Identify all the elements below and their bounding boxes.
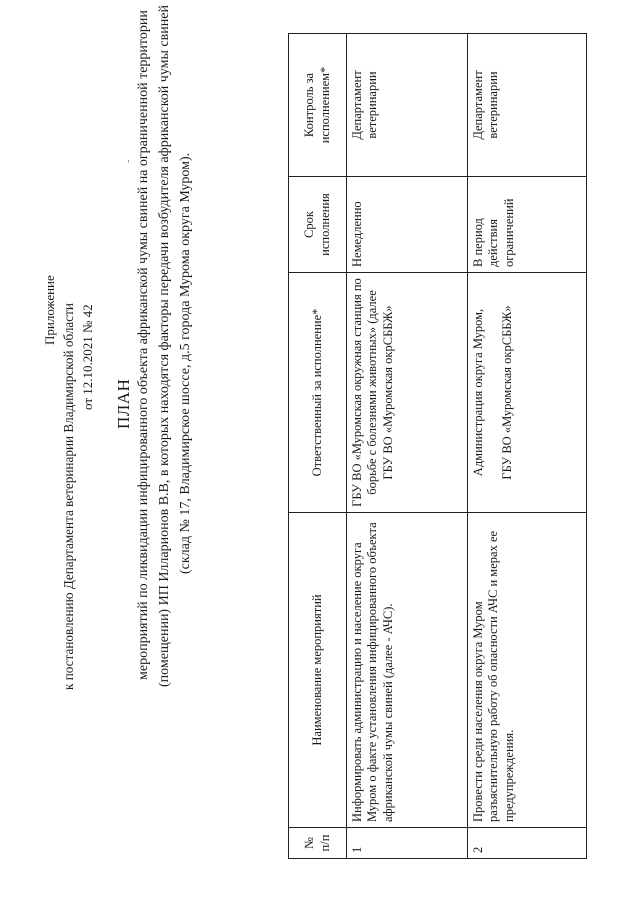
plan-description-line-3: (склад № 17, Владимирское шоссе, д.5 города Мурома округа Муром).: [178, 152, 193, 574]
plan-description-line-1: мероприятий по ликвидации инфицированного объекта африканской чумы свиней на ограниченной территории: [136, 10, 151, 680]
row-term: В период действия ограничений: [468, 177, 587, 273]
table-header-row: [289, 34, 347, 859]
row-term: Немедленно: [347, 177, 468, 273]
header-num: № п/п: [289, 828, 347, 859]
appendix-label: Приложение: [42, 275, 57, 345]
header-name: Наименование мероприятий: [289, 513, 347, 828]
row-control: Департамент ветеринарии: [468, 34, 587, 177]
row-measure: Провести среди населения округа Муром разъяснительную работу об опасности АЧС и мерах ее предупреждения.: [468, 513, 587, 828]
row-control: Департамент ветеринарии: [347, 34, 468, 177]
row-responsible: [468, 273, 587, 513]
decree-date-number: от 12.10.2021 № 42: [80, 304, 95, 410]
header-term: Срок исполнения: [289, 177, 347, 273]
header-control: Контроль за исполнением*: [289, 34, 347, 177]
row-measure: Информировать администрацию и население округа Муром о факте установления инфицированного объекта африканской чумы свиней (далее - АЧС).: [347, 513, 468, 828]
row-num: 1: [347, 828, 468, 859]
row-responsible: ГБУ ВО «Муромская окружная станция по борьбе с болезнями животных» (далее ГБУ ВО «Муромская окрСББЖ»: [347, 273, 468, 513]
plan-description-line-2: (помещении) ИП Илларионов В.В, в которых находятся факторы передачи возбудителя африканской чумы свиней: [157, 5, 172, 687]
table-row: [468, 34, 587, 859]
plan-title: ПЛАН: [114, 378, 133, 429]
header-responsible: Ответственный за исполнение*: [289, 273, 347, 513]
row-responsible-part-1: Администрация округа Муром,: [471, 308, 485, 477]
row-responsible-part-2: ГБУ ВО «Муромская окрСББЖ»: [500, 305, 515, 480]
stray-mark: -: [123, 159, 134, 163]
decree-reference: к постановлению Департамента ветеринарии Владимирской области: [61, 303, 76, 690]
row-num: 2: [468, 828, 587, 859]
measures-table: [288, 33, 587, 859]
table-row: [347, 34, 468, 859]
